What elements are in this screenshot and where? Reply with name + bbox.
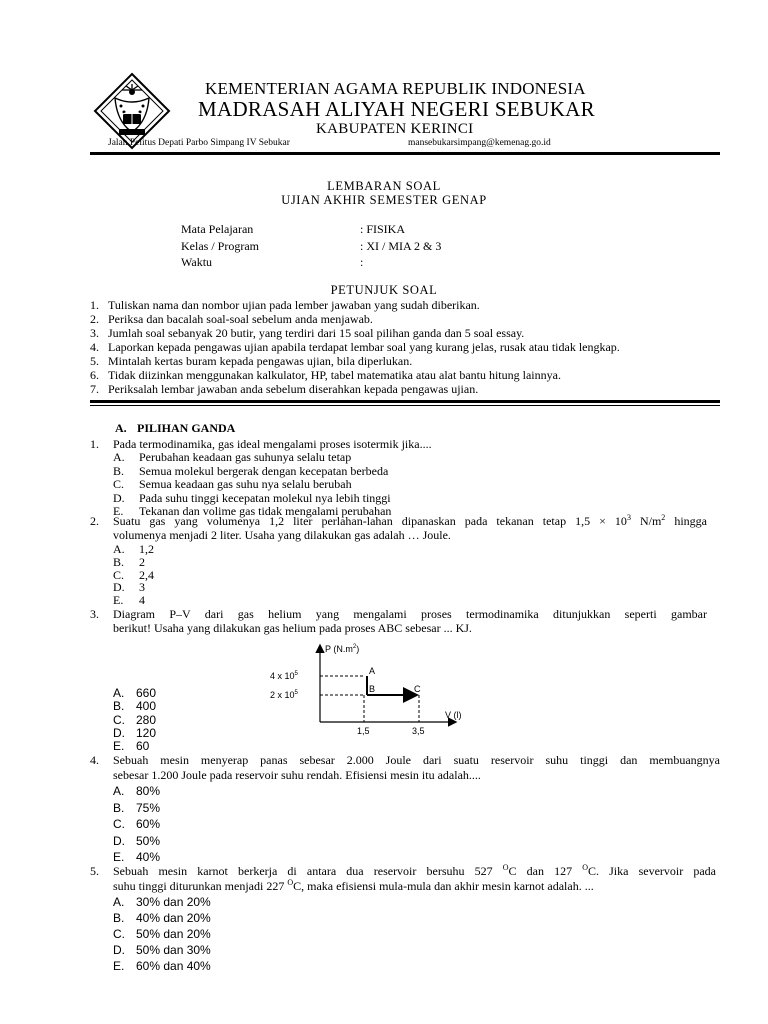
option-text: Perubahan keadaan gas suhunya selalu tetap: [139, 450, 352, 464]
option-text: 50%: [136, 833, 161, 848]
question-text: Diagram P–V dari gas helium yang mengalami proses termodinamika ditunjukkan seperti gambar: [113, 607, 707, 621]
instruction-item: Periksalah lembar jawaban anda sebelum diserahkan kepada pengawas ujian.: [108, 382, 479, 396]
question-text: Sebuah mesin karnot berkerja di antara dua reservoir bersuhu 527 $^O$C dan 127 $^O$C. Jika severvoir pada: [113, 863, 716, 878]
district-name: KABUPATEN KERINCI: [316, 121, 474, 137]
option-letter: B.: [113, 800, 125, 815]
section-divider-thick: [90, 400, 720, 403]
x-tick-1: 1,5: [357, 726, 370, 736]
question-number: 1.: [90, 437, 99, 451]
option-text: Semua keadaan gas suhu nya selalu berubah: [139, 477, 352, 491]
question-text: suhu tinggi diturunkan menjadi 227 $^O$C, maka efisiensi mula-mula dan akhir mesin karnot adalah. ...: [113, 878, 594, 893]
question-number: 3.: [90, 607, 99, 621]
option-letter: A.: [113, 542, 125, 556]
ministry-name: KEMENTERIAN AGAMA REPUBLIK INDONESIA: [205, 79, 586, 98]
point-b-label: B: [369, 684, 376, 694]
option-text: 40% dan 20%: [136, 911, 211, 925]
instruction-item: Laporkan kepada pengawas ujian apabila terdapat lembar soal yang kurang jelas, rusak atau tidak lengkap.: [108, 340, 620, 354]
option-text: 1,2: [139, 542, 154, 556]
option-letter: D.: [113, 580, 125, 595]
instruction-number: 6.: [90, 368, 99, 382]
question-text: berikut! Usaha yang dilakukan gas helium pada proses ABC sebesar ... KJ.: [113, 621, 472, 635]
section-divider-thin: [90, 405, 720, 406]
point-c-label: C: [414, 684, 421, 694]
option-letter: B.: [113, 463, 125, 478]
option-text: 50% dan 20%: [136, 927, 211, 941]
y-axis-label: P $(N.m^2)$: [325, 644, 360, 654]
option-text: 400: [136, 699, 157, 714]
question-text: Pada termodinamika, gas ideal mengalami proses isotermik jika....: [113, 437, 432, 451]
option-text: 30% dan 20%: [136, 895, 211, 909]
option-text: Semua molekul bergerak dengan kecepatan berbeda: [139, 463, 389, 478]
x-tick-2: 3,5: [412, 726, 425, 736]
option-letter: A.: [113, 784, 125, 798]
point-a-label: A: [369, 666, 376, 676]
option-letter: E.: [113, 593, 124, 608]
y-tick-high: 4 x $10^5$: [270, 671, 298, 681]
option-text: 40%: [136, 850, 161, 864]
option-letter: C.: [113, 567, 125, 582]
option-letter: D.: [113, 833, 125, 848]
question-number: 5.: [90, 864, 99, 878]
option-letter: E.: [113, 739, 125, 754]
option-letter: A.: [113, 895, 125, 909]
class-value: : XI / MIA 2 & 3: [360, 239, 442, 253]
section-title: PILIHAN GANDA: [137, 421, 236, 435]
class-label: Kelas / Program: [181, 239, 259, 253]
option-text: 60: [136, 739, 150, 754]
subject-label: Mata Pelajaran: [181, 222, 254, 236]
instruction-number: 1.: [90, 298, 99, 312]
question-number: 4.: [90, 753, 99, 767]
option-text: 2,4: [139, 567, 154, 582]
option-letter: B.: [113, 554, 125, 569]
option-letter: B.: [113, 911, 125, 925]
question-text: volumenya menjadi 2 liter. Usaha yang dilakukan gas adalah … Joule.: [113, 528, 451, 542]
option-letter: E.: [113, 959, 125, 973]
instruction-item: Periksa dan bacalah soal-soal sebelum anda menjawab.: [108, 312, 373, 326]
instruction-number: 2.: [90, 312, 99, 326]
option-letter: A.: [113, 686, 125, 700]
question-text: Sebuah mesin menyerap panas sebesar 2.000 Joule dari suatu reservoir suhu tinggi dan membuangnya: [113, 753, 720, 767]
option-text: 4: [139, 593, 145, 608]
school-address: Jalan Pelitus Depati Parbo Simpang IV Sebukar: [108, 138, 290, 148]
option-text: 80%: [136, 784, 161, 798]
school-name: MADRASAH ALIYAH NEGERI SEBUKAR: [198, 97, 595, 121]
question-text: Suatu gas yang volumenya 1,2 liter perlahan-lahan dipanaskan pada tekanan tetap $1,5 \times 10^3$ $N/m^2$ hingga: [113, 513, 707, 528]
instructions-heading: PETUNJUK SOAL: [330, 283, 438, 297]
question-number: 2.: [90, 514, 99, 528]
option-text: 120: [136, 725, 157, 740]
option-letter: E.: [113, 504, 124, 518]
option-text: 2: [139, 554, 145, 569]
option-text: Tekanan dan volime gas tidak mengalami perubahan: [139, 504, 392, 518]
instruction-number: 3.: [90, 326, 99, 340]
section-letter: A.: [115, 421, 127, 435]
exam-title: UJIAN AKHIR SEMESTER GENAP: [281, 193, 487, 207]
option-text: 75%: [136, 800, 161, 815]
option-letter: C.: [113, 817, 125, 831]
option-letter: B.: [113, 699, 125, 714]
option-letter: C.: [113, 927, 125, 941]
option-letter: E.: [113, 850, 125, 864]
instruction-number: 5.: [90, 354, 99, 368]
option-letter: D.: [113, 725, 125, 740]
instruction-item: Tidak diizinkan menggunakan kalkulator, HP, tabel matematika atau alat bantu hitung lainnya.: [108, 368, 561, 382]
option-letter: A.: [113, 450, 125, 464]
instruction-item: Mintalah kertas buram kepada pengawas ujian, bila diperlukan.: [108, 354, 413, 368]
option-text: 660: [136, 686, 157, 700]
option-text: 280: [136, 712, 157, 727]
time-value: :: [360, 255, 364, 269]
instruction-number: 4.: [90, 340, 99, 354]
option-text: 60% dan 40%: [136, 959, 211, 973]
instruction-item: Tuliskan nama dan nombor ujian pada lember jawaban yang sudah diberikan.: [108, 298, 480, 312]
subject-value: : FISIKA: [360, 222, 406, 236]
time-label: Waktu: [181, 255, 213, 269]
option-letter: C.: [113, 477, 125, 491]
instruction-item: Jumlah soal sebanyak 20 butir, yang terdiri dari 15 soal pilihan ganda dan 5 soal essay.: [108, 326, 525, 340]
option-text: 50% dan 30%: [136, 943, 211, 957]
instruction-number: 7.: [90, 382, 99, 396]
option-letter: D.: [113, 490, 125, 505]
option-letter: D.: [113, 943, 125, 957]
option-text: Pada suhu tinggi kecepatan molekul nya lebih tinggi: [139, 490, 391, 505]
option-text: 60%: [136, 817, 161, 831]
school-email: mansebukarsimpang@kemenag.go.id: [408, 138, 551, 148]
pv-diagram: [265, 638, 485, 740]
sheet-title: LEMBARAN SOAL: [327, 179, 441, 193]
x-axis-label: V (l): [445, 710, 462, 720]
option-text: 3: [139, 580, 145, 595]
option-letter: C.: [113, 712, 125, 727]
header-divider: [90, 152, 720, 155]
y-tick-low: 2 x $10^5$: [270, 690, 298, 700]
question-text: sebesar 1.200 Joule pada reservoir suhu rendah. Efisiensi mesin itu adalah....: [113, 768, 481, 782]
